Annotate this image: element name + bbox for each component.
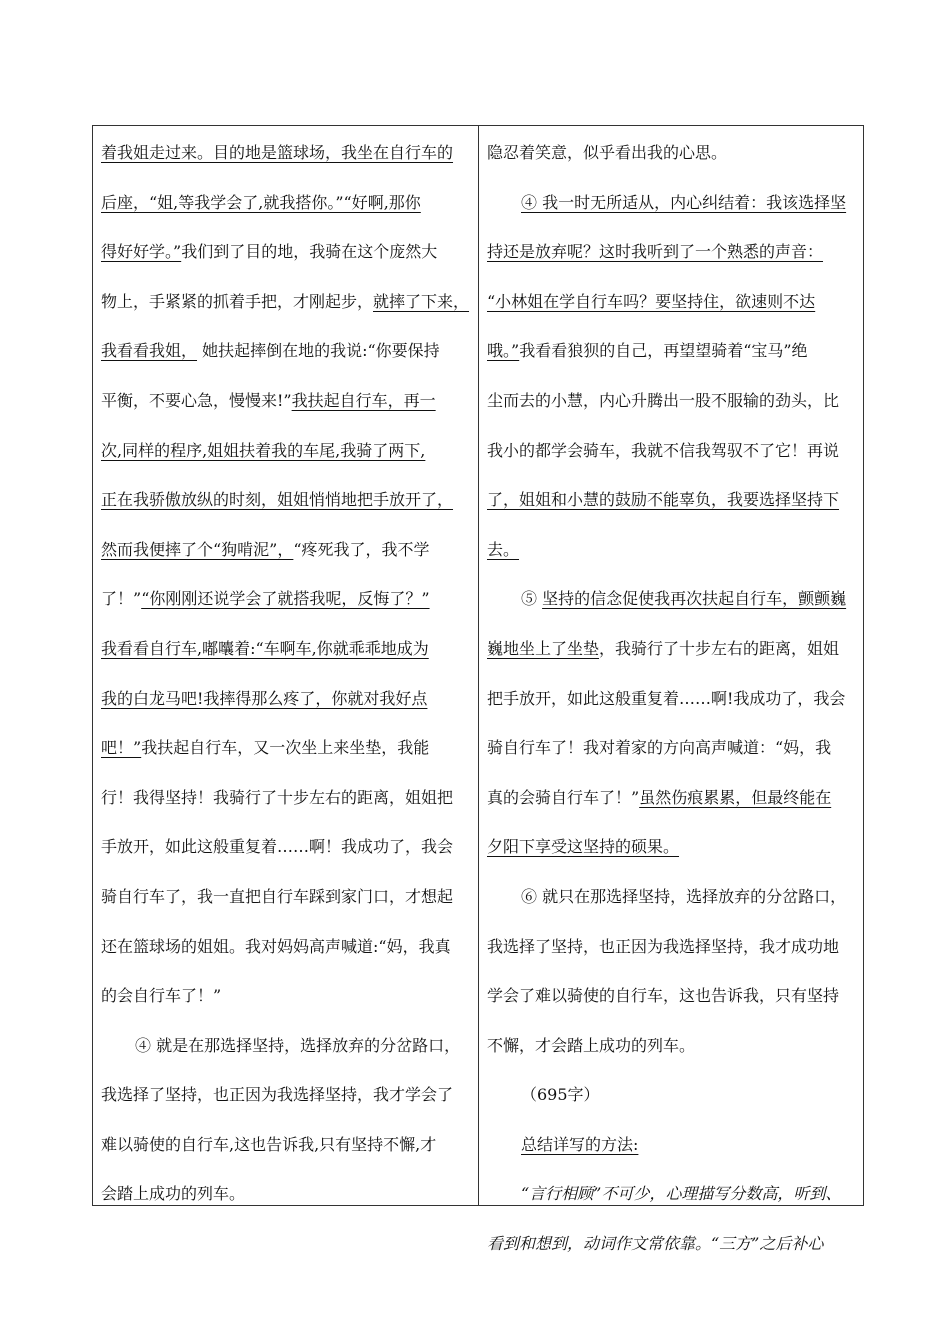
text-line — [487, 128, 857, 178]
text-line — [487, 1120, 857, 1170]
text-segment: 夕阳下享受这坚持的硕果。 — [487, 837, 680, 857]
right-column — [487, 128, 857, 1269]
document-table — [92, 125, 864, 1254]
text-segment: 持还是放弃呢？这时我听到了一个熟悉的声音： — [487, 242, 824, 262]
text-line — [487, 376, 857, 426]
text-segment: 会踏上成功的列车。 — [101, 1184, 246, 1204]
text-line — [487, 178, 857, 228]
text-line — [101, 326, 471, 376]
text-segment: 虽然伤痕累累，但最终能在 — [639, 787, 832, 807]
text-segment: ④ 我一时无所适从，内心纠结着：我该选择坚 — [521, 192, 847, 212]
text-line — [487, 922, 857, 972]
text-segment: 我看看自行车,嘟囔着:“车啊车,你就乖乖地成为 — [101, 638, 429, 658]
text-line — [101, 822, 471, 872]
text-line — [487, 326, 857, 376]
text-line — [487, 971, 857, 1021]
text-segment: ，我骑行了十步左右的距离，姐姐 — [599, 638, 840, 658]
text-line — [487, 1070, 857, 1120]
text-line — [487, 1021, 857, 1071]
text-segment: 后座，“姐,等我学会了,就我搭你。”“好啊,那你 — [101, 192, 421, 212]
text-segment: 尘而去的小慧，内心升腾出一股不服输的劲头，比 — [487, 390, 840, 410]
text-segment: 我看看狼狈的自己，再望望骑着“宝马”绝 — [519, 341, 808, 361]
text-segment: 骑自行车了！我对着家的方向高声喊道：“妈，我 — [487, 738, 832, 758]
text-segment: 正在我骄傲放纵的时刻，姐姐悄悄地把手放开了， — [101, 490, 454, 510]
text-line — [101, 1070, 471, 1120]
text-line — [101, 426, 471, 476]
text-segment: “你刚刚还说学会了就搭我呢，反悔了？” — [141, 589, 430, 609]
text-segment: 次,同样的程序,姐姐扶着我的车尾,我骑了两下, — [101, 440, 426, 460]
text-segment: 总结详写的方法: — [521, 1134, 639, 1154]
text-line — [101, 773, 471, 823]
text-segment: 行！我得坚持！我骑行了十步左右的距离，姐姐把 — [101, 787, 454, 807]
text-line — [101, 922, 471, 972]
text-segment: 我们到了目的地，我骑在这个庞然大 — [181, 242, 438, 262]
text-line — [487, 624, 857, 674]
text-segment: 平衡，不要心急，慢慢来!” — [101, 390, 292, 410]
text-line — [101, 277, 471, 327]
text-segment: 哦。” — [487, 341, 520, 361]
text-line — [487, 525, 857, 575]
text-line — [101, 376, 471, 426]
text-line — [487, 475, 857, 525]
text-segment: 就摔了下来， — [373, 291, 470, 311]
text-line — [101, 574, 471, 624]
text-segment: ⑤ — [521, 589, 543, 609]
text-segment: 还在篮球场的姐姐。我对妈妈高声喊道:“妈，我真 — [101, 936, 451, 956]
text-segment: 了！” — [101, 589, 142, 609]
text-segment: 我扶起自行车，再一 — [291, 390, 436, 410]
text-segment: ④ 就是在那选择坚持，选择放弃的分岔路口， — [135, 1035, 461, 1055]
text-segment: 我扶起自行车，又一次坐上来坐垫，我能 — [141, 738, 430, 758]
text-segment: 我看看我姐， — [101, 341, 198, 361]
left-column — [101, 128, 471, 1219]
text-line — [487, 574, 857, 624]
text-line — [101, 624, 471, 674]
text-line — [487, 1219, 857, 1269]
text-segment: 物上，手紧紧的抓着手把，才刚起步， — [101, 291, 374, 311]
text-line — [101, 723, 471, 773]
text-line — [101, 178, 471, 228]
text-segment: 了，姐姐和小慧的鼓励不能辜负，我要选择坚持下 — [487, 490, 840, 510]
text-line — [101, 971, 471, 1021]
text-segment: 然而我便摔了个“狗啃泥”， — [101, 539, 294, 559]
text-segment: 去。 — [487, 539, 520, 559]
text-line — [487, 723, 857, 773]
text-segment: 我小的都学会骑车，我就不信我驾驭不了它！再说 — [487, 440, 840, 460]
text-line — [487, 822, 857, 872]
text-line — [487, 426, 857, 476]
text-segment: （695字） — [521, 1085, 600, 1105]
text-segment: 我的白龙马吧!我摔得那么疼了，你就对我好点 — [101, 688, 428, 708]
text-segment: ⑥ 就只在那选择坚持，选择放弃的分岔路口， — [521, 886, 847, 906]
text-segment: 坚持的信念促使我再次扶起自行车，颤颤巍 — [542, 589, 847, 609]
text-line — [487, 227, 857, 277]
text-line — [101, 872, 471, 922]
text-line — [487, 872, 857, 922]
text-segment: 我选择了坚持，也正因为我选择坚持，我才学会了 — [101, 1085, 454, 1105]
text-segment: 真的会骑自行车了！” — [487, 787, 640, 807]
text-line — [101, 674, 471, 724]
text-line — [487, 277, 857, 327]
text-line — [101, 227, 471, 277]
text-line — [101, 1169, 471, 1219]
text-segment: 巍地坐上了坐垫 — [487, 638, 600, 658]
text-segment: “言行相顾”不可少，心理描写分数高，听到、 — [521, 1184, 842, 1204]
text-segment: 把手放开，如此这般重复着……啊!我成功了，我会 — [487, 688, 846, 708]
text-segment: 骑自行车了，我一直把自行车踩到家门口，才想起 — [101, 886, 454, 906]
text-line — [101, 1021, 471, 1071]
text-line — [101, 475, 471, 525]
text-segment: 吧！” — [101, 738, 142, 758]
text-line — [101, 1120, 471, 1170]
text-segment: 不懈，才会踏上成功的列车。 — [487, 1035, 696, 1055]
column-divider — [478, 126, 479, 1205]
text-line — [487, 1169, 857, 1219]
text-line — [101, 525, 471, 575]
text-line — [487, 773, 857, 823]
text-line — [487, 674, 857, 724]
text-segment: 她扶起摔倒在地的我说:“你要保持 — [197, 341, 440, 361]
text-segment: 的会自行车了！” — [101, 986, 222, 1006]
text-segment: 难以骑使的自行车,这也告诉我,只有坚持不懈,才 — [101, 1134, 437, 1154]
text-segment: 隐忍着笑意，似乎看出我的心思。 — [487, 143, 728, 162]
text-segment: 得好好学。” — [101, 242, 182, 262]
text-segment: 着我姐走过来。目的地是篮球场，我坐在自行车的 — [101, 143, 454, 162]
text-line — [101, 128, 471, 178]
text-segment: 学会了难以骑使的自行车，这也告诉我，只有坚持 — [487, 986, 840, 1006]
text-segment: “小林姐在学自行车吗？要坚持住，欲速则不达 — [487, 291, 816, 311]
text-segment: “疼死我了，我不学 — [293, 539, 430, 559]
text-segment: 看到和想到，动词作文常依靠。“三方”之后补心 — [487, 1234, 824, 1254]
text-segment: 我选择了坚持，也正因为我选择坚持，我才成功地 — [487, 936, 840, 956]
text-segment: 手放开，如此这般重复着……啊！我成功了，我会 — [101, 837, 454, 857]
